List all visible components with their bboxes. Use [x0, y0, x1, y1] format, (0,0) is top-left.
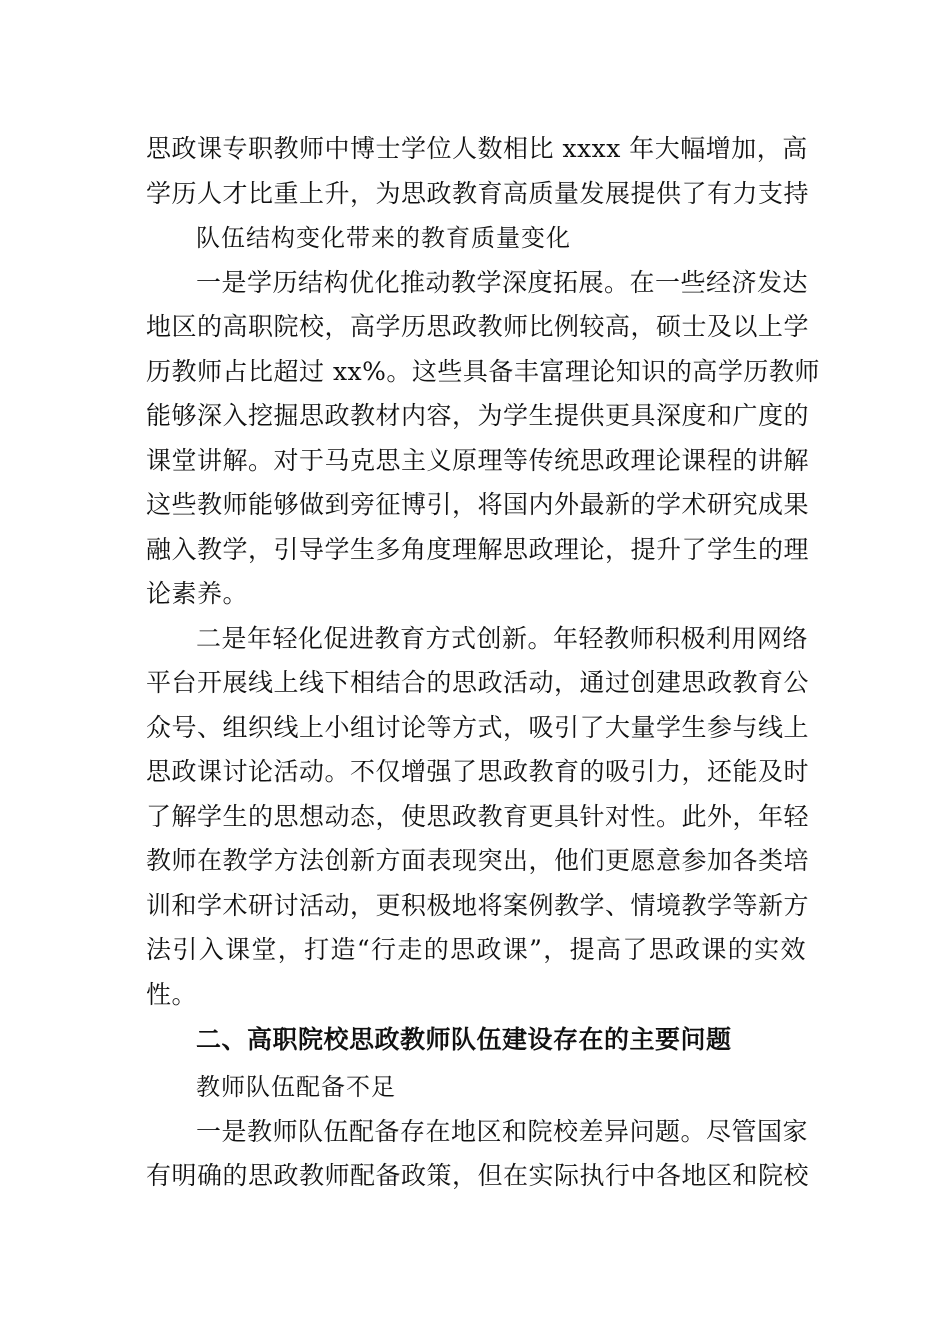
p1-line-3: 历教师占比超过 xx%。这些具备丰富理论知识的高学历教师 [146, 357, 820, 386]
p2-line-4: 思政课讨论活动。不仅增强了思政教育的吸引力，还能及时 [146, 757, 810, 786]
p2-line-7: 训和学术研讨活动，更积极地将案例教学、情境教学等新方 [146, 891, 810, 920]
p1-line-8: 论素养。 [146, 579, 249, 608]
p1-line-2: 地区的高职院校，高学历思政教师比例较高，硕士及以上学 [146, 312, 810, 341]
p1-line-6: 这些教师能够做到旁征博引，将国内外最新的学术研究成果 [146, 490, 810, 519]
p1-line-1: 一是学历结构优化推动教学深度拓展。在一些经济发达 [196, 268, 809, 297]
p2-line-9: 性。 [146, 980, 198, 1009]
intro-line-2: 学历人才比重上升，为思政教育高质量发展提供了有力支持 [146, 179, 810, 208]
p2-line-1: 二是年轻化促进教育方式创新。年轻教师积极利用网络 [196, 624, 809, 653]
p1-line-4: 能够深入挖掘思政教材内容，为学生提供更具深度和广度的 [146, 401, 810, 430]
p2-line-5: 了解学生的思想动态，使思政教育更具针对性。此外，年轻 [146, 802, 810, 831]
p1-line-7: 融入教学，引导学生多角度理解思政理论，提升了学生的理 [146, 535, 810, 564]
p1-line-5: 课堂讲解。对于马克思主义原理等传统思政理论课程的讲解 [146, 446, 810, 475]
subheading-staffing-shortage: 教师队伍配备不足 [196, 1073, 396, 1101]
subheading-quality-change: 队伍结构变化带来的教育质量变化 [196, 224, 571, 252]
p2-line-8: 法引入课堂，打造“行走的思政课”，提高了思政课的实效 [146, 935, 806, 964]
p2-line-3: 众号、组织线上小组讨论等方式，吸引了大量学生参与线上 [146, 713, 810, 742]
p2-line-6: 教师在教学方法创新方面表现突出，他们更愿意参加各类培 [146, 846, 810, 875]
section-heading-main-problems: 二、高职院校思政教师队伍建设存在的主要问题 [196, 1025, 732, 1054]
p3-line-2: 有明确的思政教师配备政策，但在实际执行中各地区和院校 [146, 1161, 810, 1190]
intro-line-1: 思政课专职教师中博士学位人数相比 xxxx 年大幅增加，高 [146, 134, 808, 163]
p2-line-2: 平台开展线上线下相结合的思政活动，通过创建思政教育公 [146, 668, 810, 697]
p3-line-1: 一是教师队伍配备存在地区和院校差异问题。尽管国家 [196, 1117, 809, 1146]
